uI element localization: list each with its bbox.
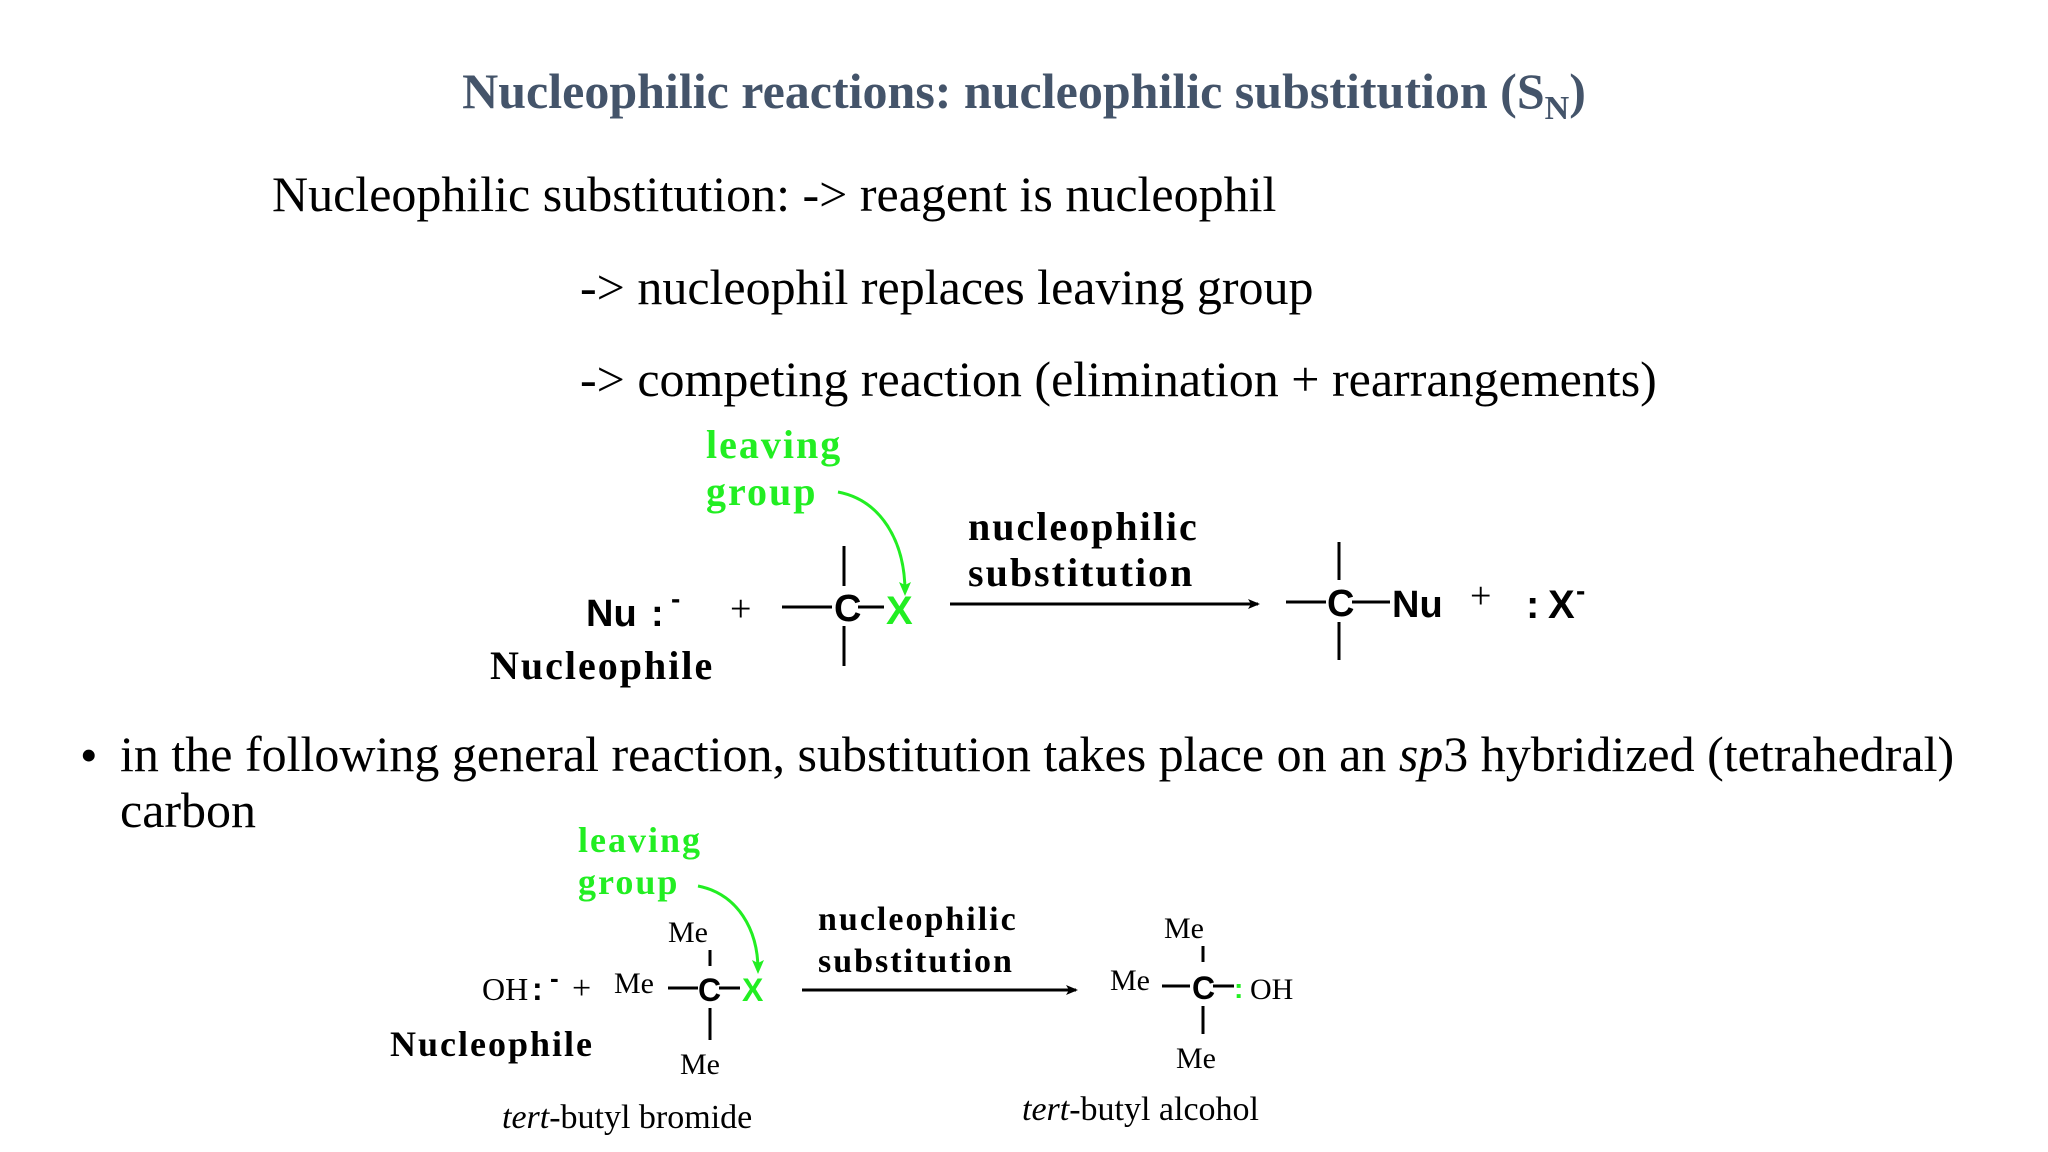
- product-name-italic: tert: [1022, 1091, 1070, 1128]
- p-carbon-label: C: [1327, 583, 1355, 625]
- x-leaving-group: X: [886, 589, 913, 633]
- scheme-2: [390, 820, 1293, 1136]
- nu-charge: -: [671, 583, 681, 614]
- arrow-label-1: nucleophilic: [968, 504, 1199, 549]
- product-name-rest: -butyl alcohol: [1069, 1091, 1260, 1128]
- nu-lone-pair: :: [651, 593, 664, 635]
- group-label: group: [706, 469, 818, 514]
- title-close: ): [1569, 63, 1586, 119]
- p-oh: OH: [1250, 973, 1294, 1006]
- plus-1: +: [730, 588, 752, 630]
- bullet-text-italic: sp: [1398, 726, 1444, 782]
- p-me-bottom: Me: [1176, 1042, 1216, 1075]
- arrow-label-3: nucleophilic: [818, 901, 1018, 938]
- plus-3: +: [572, 970, 592, 1007]
- reactant-name-italic: tert: [502, 1099, 550, 1136]
- reactant-name-rest: -butyl bromide: [549, 1099, 753, 1136]
- oh-charge: -: [550, 963, 559, 993]
- p-me-left: Me: [1110, 964, 1150, 997]
- nucleophile-label: Nucleophile: [490, 643, 715, 688]
- reactant-name: [502, 1099, 752, 1136]
- intro-line-2: -> nucleophil replaces leaving group: [580, 259, 1314, 315]
- oh-lone-pair: :: [532, 971, 543, 1007]
- bullet-text-after: 3 hybridized (tetrahedral) carbon: [120, 726, 1955, 838]
- plus-2: +: [1470, 575, 1492, 617]
- product-nu: Nu: [1392, 584, 1443, 626]
- leaving-label: leaving: [706, 422, 843, 467]
- arrow-label-4: substitution: [818, 943, 1014, 980]
- title-subscript: N: [1544, 90, 1570, 127]
- me-left: Me: [614, 967, 654, 1000]
- p-me-top: Me: [1164, 912, 1204, 945]
- intro-line-1: Nucleophilic substitution: -> reagent is nucleophil: [272, 166, 1277, 222]
- oh-text: OH: [482, 971, 529, 1007]
- x-leaving-group-2: X: [742, 972, 764, 1008]
- carbon-label-2: C: [698, 972, 722, 1008]
- x-product: X: [1548, 583, 1575, 627]
- me-bottom: Me: [680, 1048, 720, 1081]
- arrow-label-2: substitution: [968, 550, 1195, 595]
- nu-text: Nu: [586, 593, 637, 635]
- group-label-2: group: [578, 862, 680, 902]
- bullet-dot: •: [80, 727, 98, 783]
- title-text: Nucleophilic reactions: nucleophilic substitution (S: [462, 63, 1545, 119]
- scheme-1: [490, 422, 1585, 688]
- intro-line-3: -> competing reaction (elimination + rearrangements): [580, 351, 1657, 407]
- nucleophile-label-2: Nucleophile: [390, 1024, 595, 1064]
- bullet-text-before: in the following general reaction, substitution takes place on an: [120, 726, 1399, 782]
- leaving-label-2: leaving: [578, 820, 703, 860]
- x-lone-pair: :: [1526, 583, 1540, 627]
- p-carbon-label-2: C: [1192, 970, 1216, 1006]
- me-top: Me: [668, 916, 708, 949]
- green-dot-marks: :: [1234, 973, 1244, 1004]
- carbon-label: C: [834, 588, 862, 630]
- leaving-group-arrow: [838, 492, 905, 592]
- product-name: [1022, 1091, 1259, 1128]
- x-charge: -: [1576, 575, 1586, 606]
